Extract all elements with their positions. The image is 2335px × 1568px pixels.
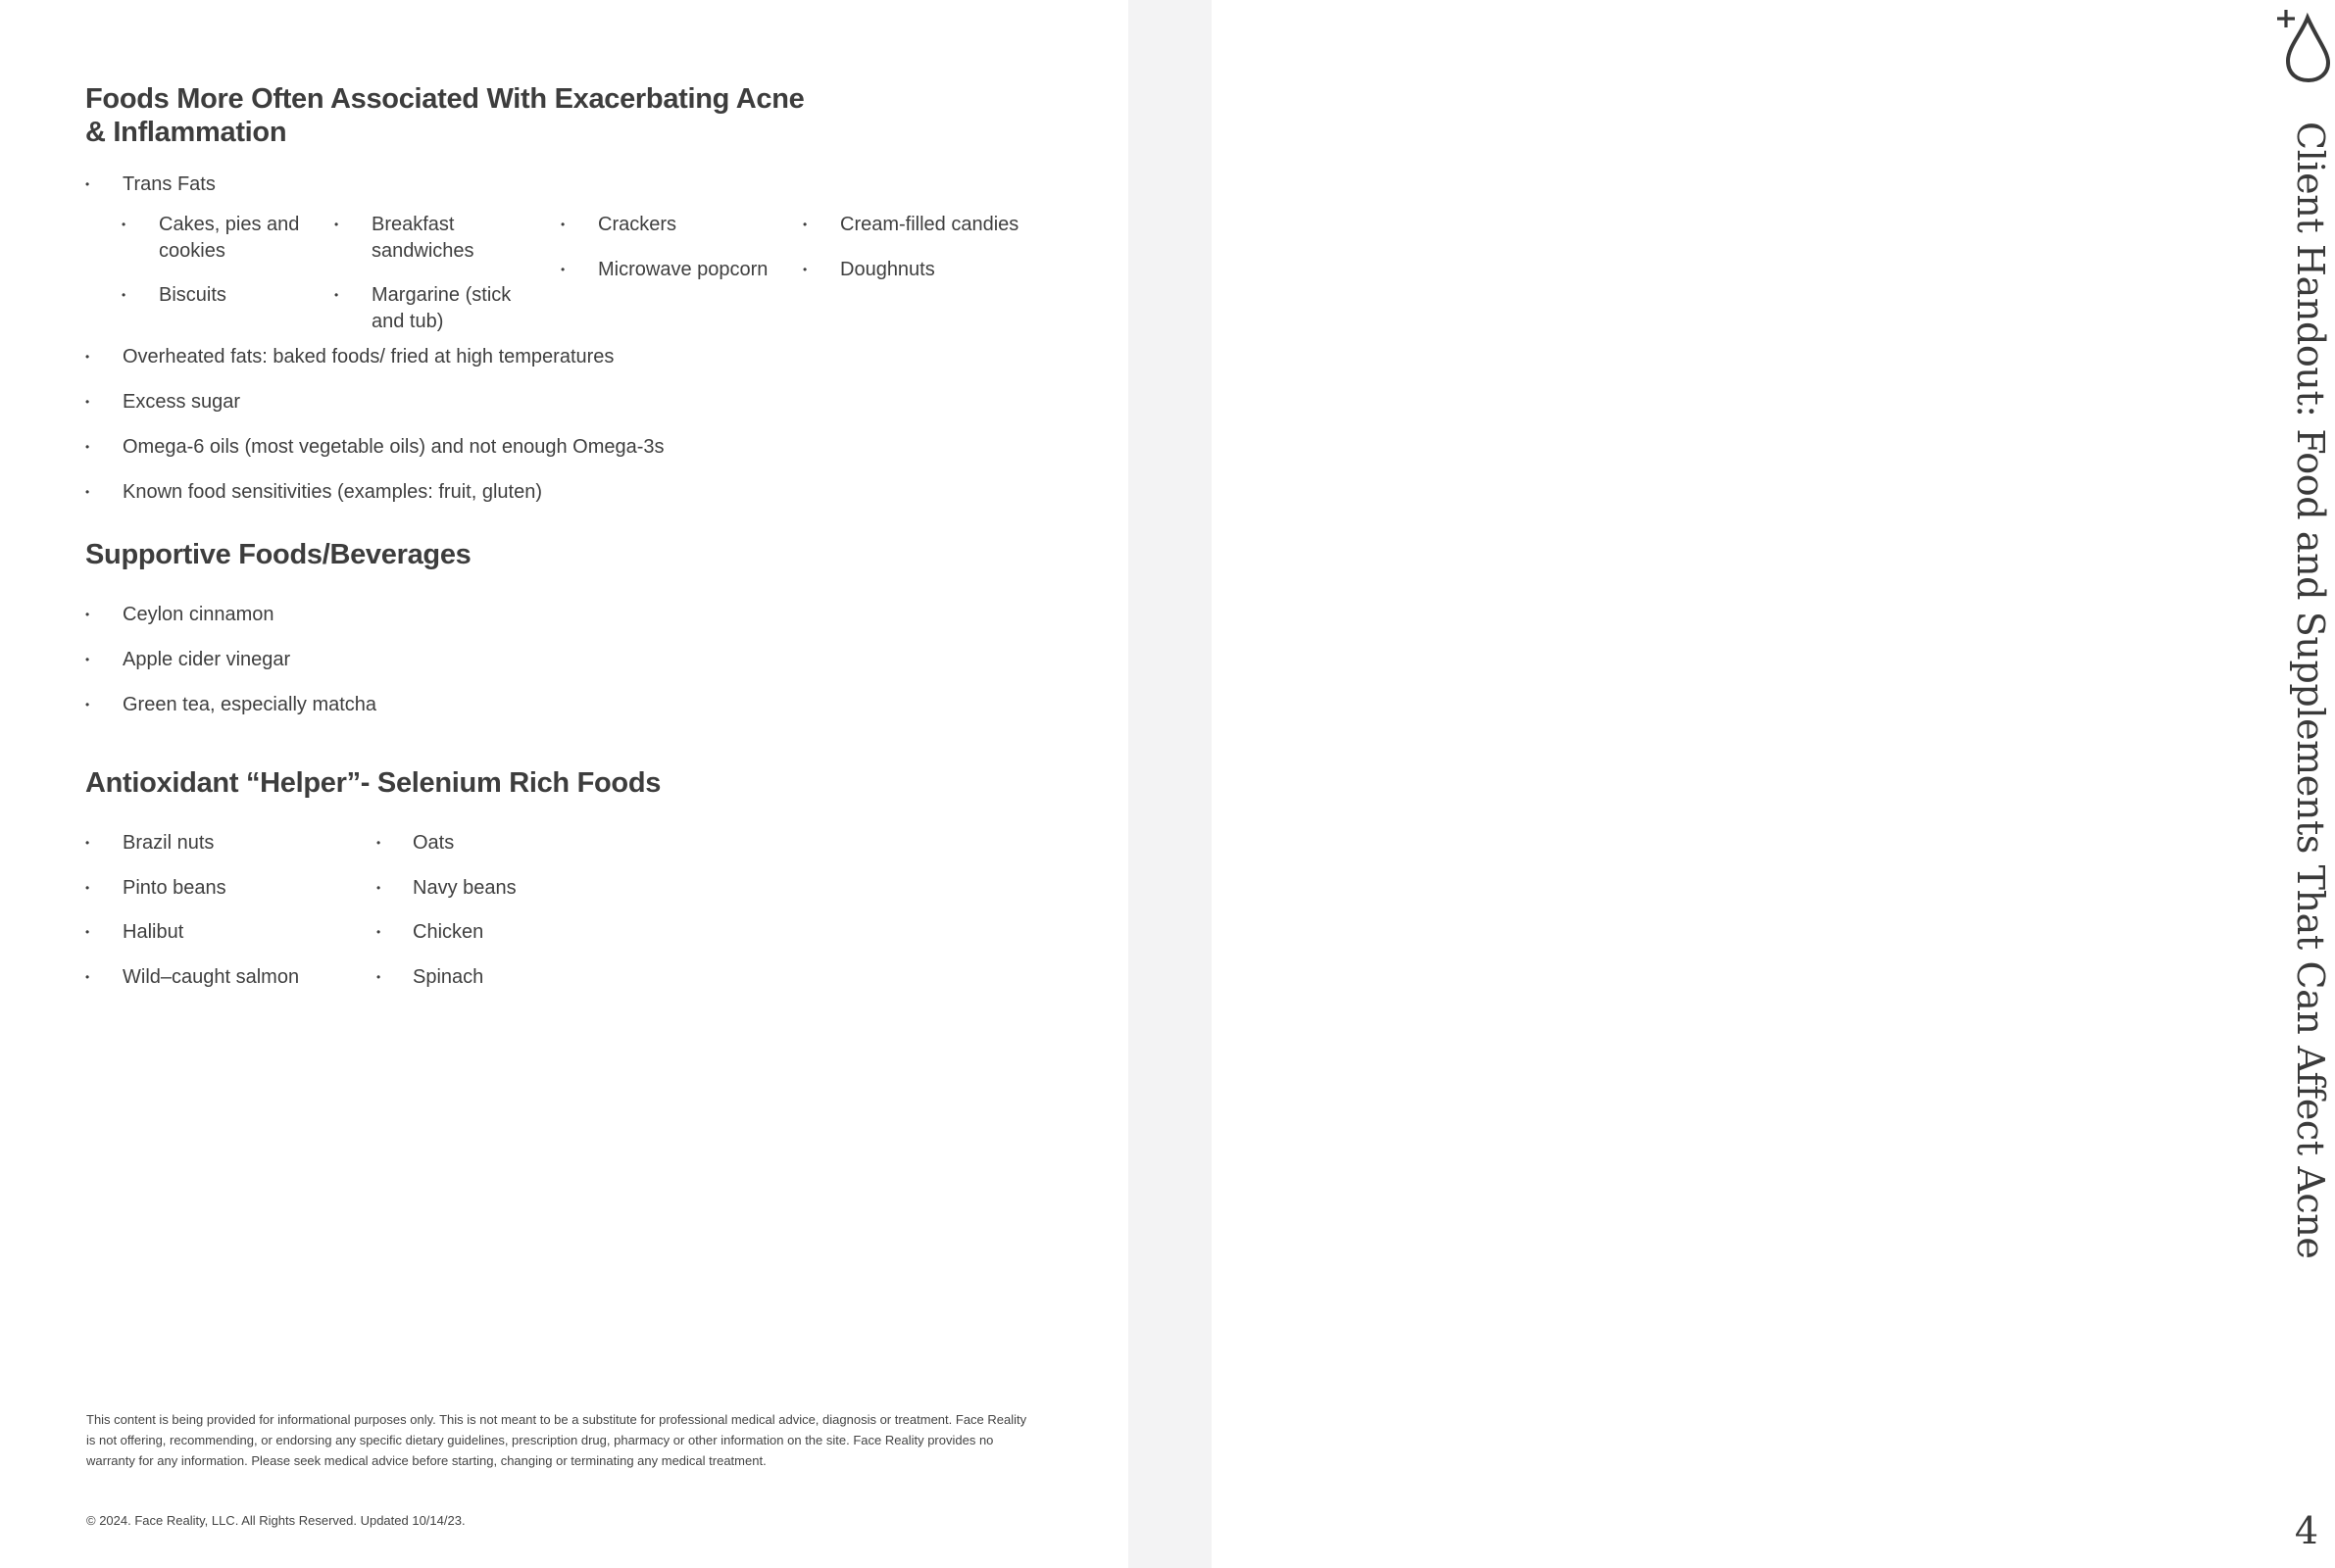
list-item-cakes-line1: Cakes, pies and [159,214,300,235]
bullet-icon: • [803,218,808,231]
bullet-icon: • [85,608,90,621]
bullet-icon: • [85,440,90,454]
bullet-icon: • [376,836,381,850]
handout-title: Client Handout: Food and Supplements That Can Affect Acne [2289,122,2332,1259]
list-item-microwave-popcorn: Microwave popcorn [598,259,769,280]
list-item-doughnuts: Doughnuts [840,259,935,280]
list-item-sensitivities: Known food sensitivities (examples: fruit, gluten) [123,481,542,503]
bullet-icon: • [85,925,90,939]
list-item: Chicken [413,921,484,943]
list-item: Pinto beans [123,877,226,899]
sidebar [1128,0,2332,1568]
plus-drop-icon [2274,8,2331,84]
heading-line-2: & Inflammation [85,117,287,148]
section-heading-selenium: Antioxidant “Helper”- Selenium Rich Foods [85,767,662,799]
bullet-icon: • [561,263,566,276]
bullet-icon: • [376,925,381,939]
bullet-icon: • [803,263,808,276]
bullet-icon: • [561,218,566,231]
bullet-icon: • [85,350,90,364]
bullet-icon: • [85,698,90,711]
list-item: Spinach [413,966,484,988]
bullet-icon: • [122,288,126,302]
list-item-breakfast-line2: sandwiches [372,240,474,262]
page-content [0,0,1127,1568]
list-item: Halibut [123,921,184,943]
bullet-icon: • [85,177,90,191]
bullet-icon: • [85,881,90,895]
list-item: Navy beans [413,877,517,899]
heading-line-1: Foods More Often Associated With Exacerbating Acne [85,83,805,115]
bullet-icon: • [334,218,339,231]
list-item-margarine-line2: and tub) [372,311,444,332]
list-item: Apple cider vinegar [123,649,291,670]
list-item-breakfast-line1: Breakfast [372,214,455,235]
list-item: Oats [413,832,455,854]
bullet-icon: • [85,970,90,984]
list-item: Wild–caught salmon [123,966,300,988]
list-item-trans-fats: Trans Fats [123,173,216,195]
list-item: Brazil nuts [123,832,215,854]
bullet-icon: • [376,881,381,895]
list-item-cakes-line2: cookies [159,240,225,262]
list-item: Ceylon cinnamon [123,604,274,625]
bullet-icon: • [122,218,126,231]
bullet-icon: • [85,836,90,850]
list-item: Green tea, especially matcha [123,694,377,715]
list-item-omega: Omega-6 oils (most vegetable oils) and not enough Omega-3s [123,436,665,458]
list-item-excess-sugar: Excess sugar [123,391,241,413]
list-item-margarine-line1: Margarine (stick [372,284,512,306]
list-item-biscuits: Biscuits [159,284,226,306]
bullet-icon: • [85,653,90,666]
page-number: 4 [2294,1509,2319,1552]
section-heading-supportive: Supportive Foods/Beverages [85,539,472,570]
bullet-icon: • [85,485,90,499]
bullet-icon: • [376,970,381,984]
list-item-cream-candies: Cream-filled candies [840,214,1019,235]
bullet-icon: • [334,288,339,302]
disclaimer-text: This content is being provided for informational purposes only. This is not meant to be a substitute for professional medical advice, diagnosis or treatment. Face Reality is not offering, recommending, or endorsing any specific dietary guidelines, prescription drug, pharmacy or other information on the site. Face Reality provides no warranty for any information. Please seek medical advice before starting, changing or terminating any medical treatment. [86,1412,1027,1468]
bullet-icon: • [85,395,90,409]
copyright-text: © 2024. Face Reality, LLC. All Rights Reserved. Updated 10/14/23. [86,1513,466,1528]
section-heading-acne-foods [85,82,805,149]
list-item-crackers: Crackers [598,214,677,235]
list-item-overheated-fats: Overheated fats: baked foods/ fried at high temperatures [123,346,615,368]
